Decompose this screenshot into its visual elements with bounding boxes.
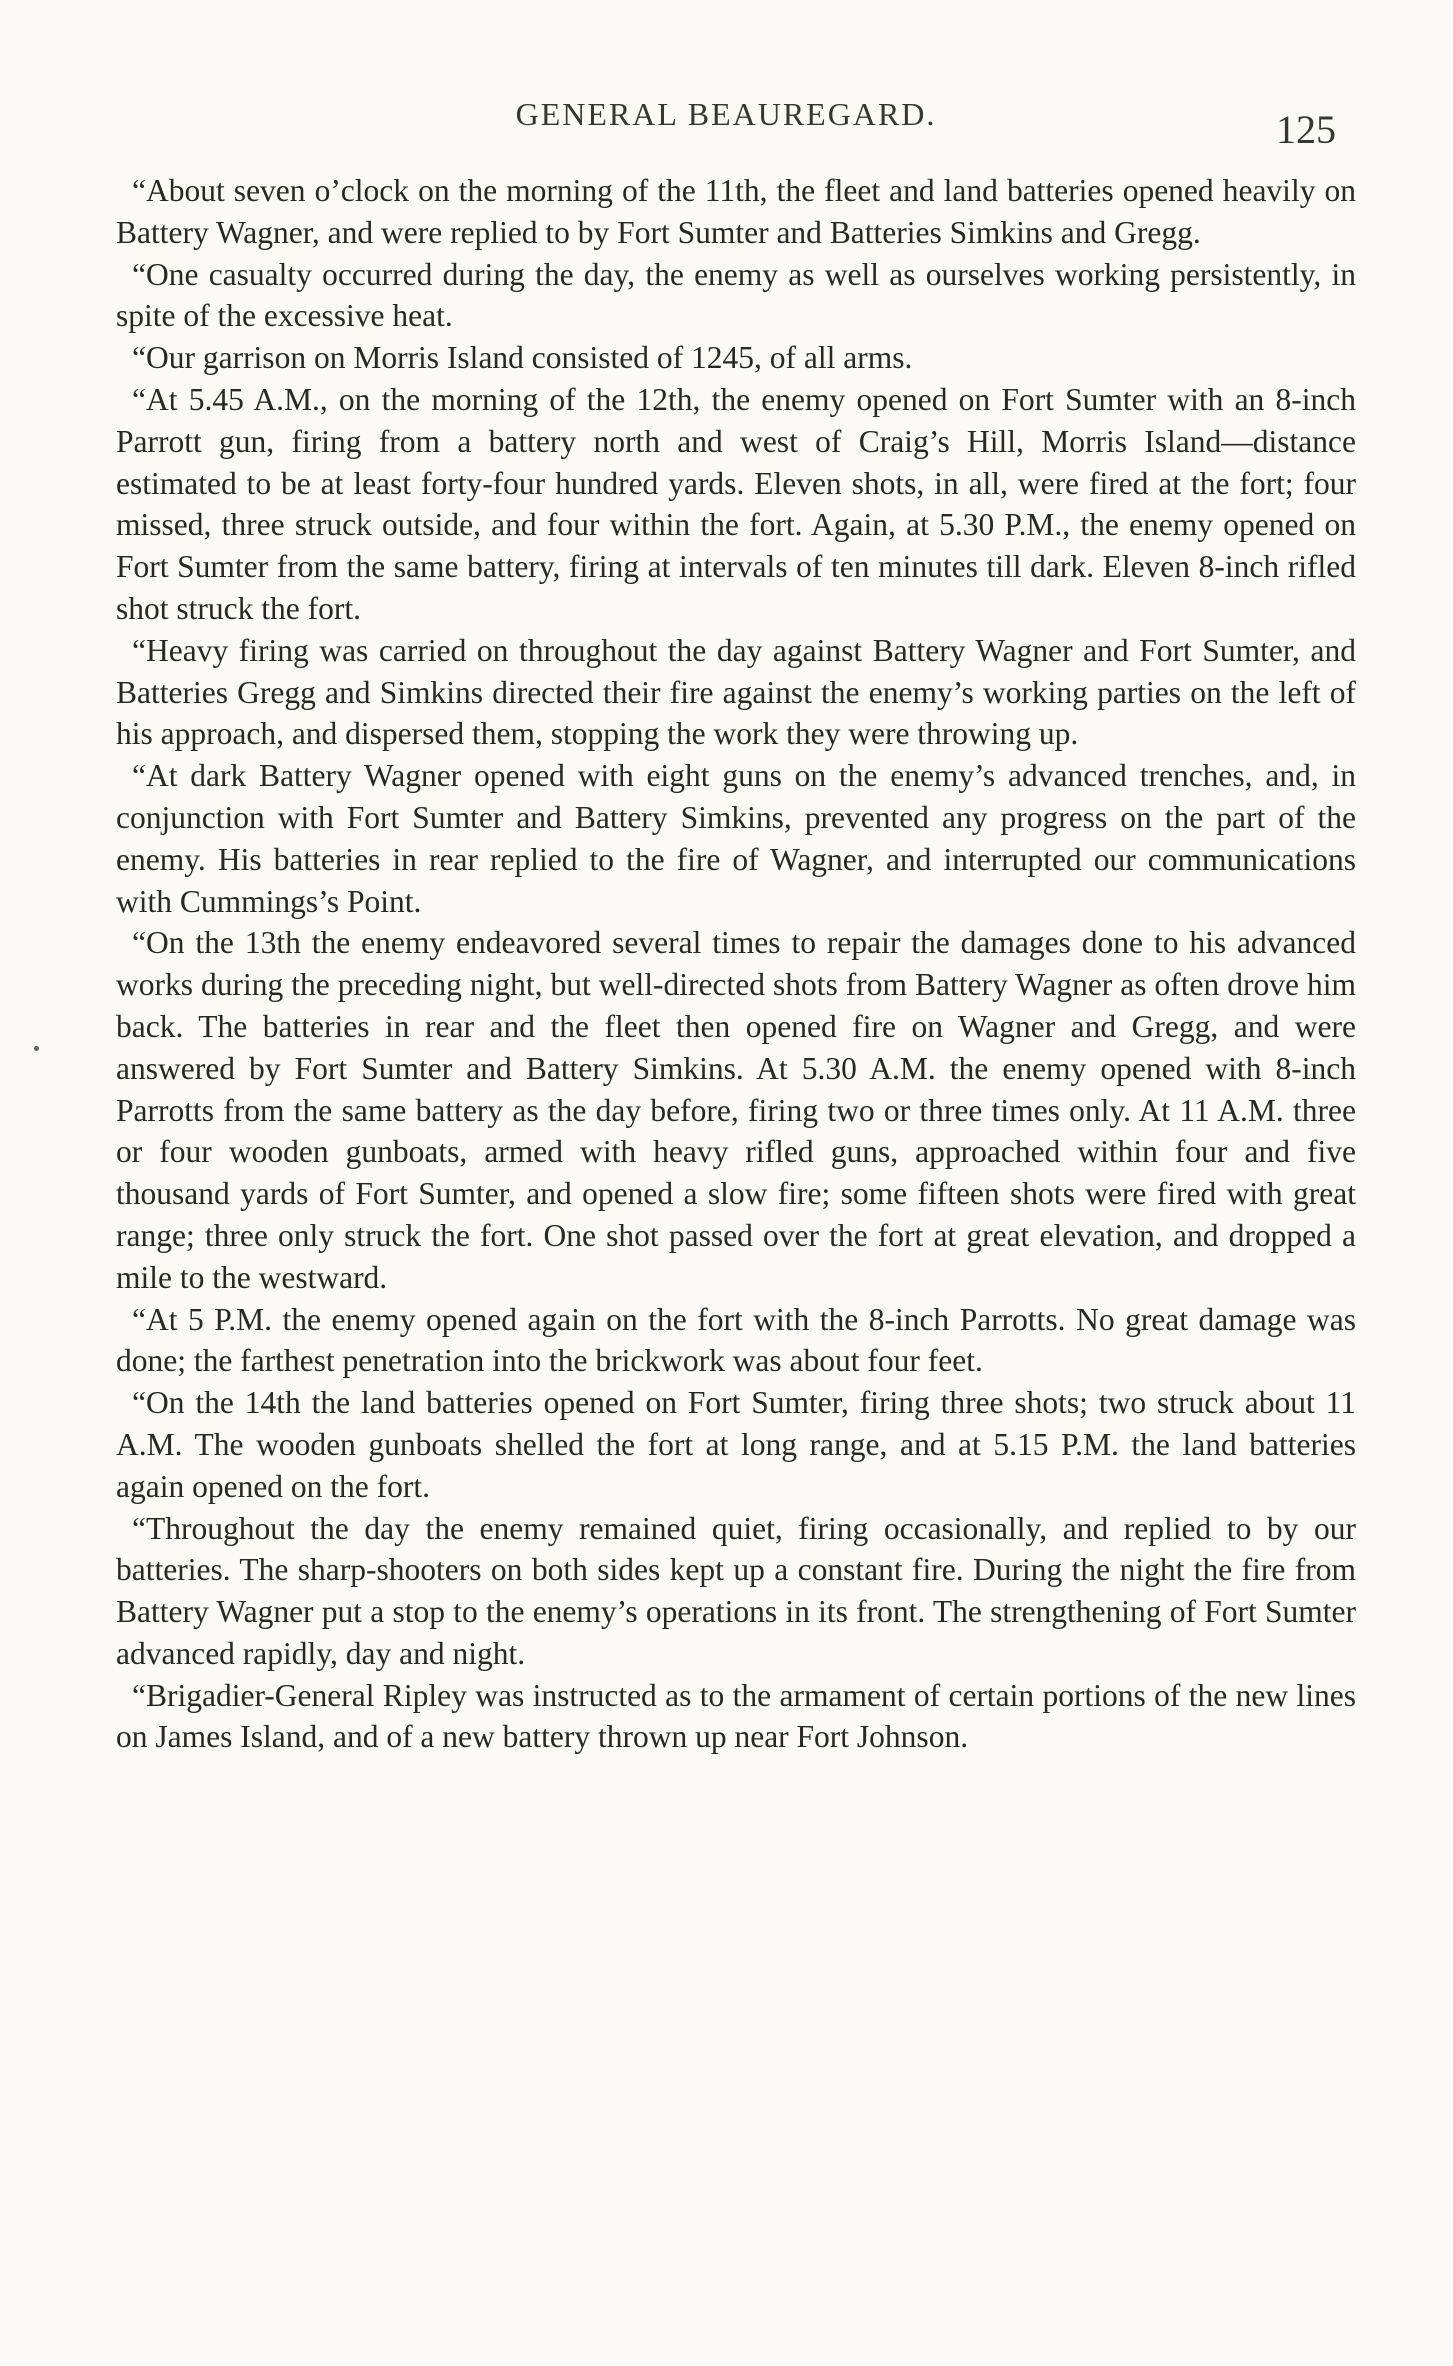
paragraph: “Throughout the day the enemy remained quiet, firing occasionally, and replied to by our batteries. The sharp-shooters on both sides kept up a constant fire. During the night the fire from Battery Wagner put a stop to the enemy’s operations in its front. The strengthening of Fort Sumter advanced rapidly, day and night.: [116, 1510, 1356, 1671]
paragraph: “At 5.45 A.M., on the morning of the 12th, the enemy opened on Fort Sumter with an 8-inch Parrott gun, firing from a battery north and west of Craig’s Hill, Morris Island—distance estimated to be at least forty-four hundred yards. Eleven shots, in all, were fired at the fort; four missed, three struck outside, and four within the fort. Again, at 5.30 P.M., the enemy opened on Fort Sumter from the same battery, firing at intervals of ten minutes till dark. Eleven 8-inch rifled shot struck the fort.: [116, 381, 1356, 626]
running-head-title: GENERAL BEAUREGARD.: [515, 96, 937, 132]
paragraph: “Brigadier-General Ripley was instructed as to the armament of certain portions of the new lines on James Island, and of a new battery thrown up near Fort Johnson.: [116, 1677, 1356, 1755]
body-text: [116, 170, 1356, 1758]
page-number: 125: [1276, 107, 1336, 152]
paragraph: “At dark Battery Wagner opened with eight guns on the enemy’s advanced trenches, and, in conjunction with Fort Sumter and Battery Simkins, prevented any progress on the part of the enemy. His batteries in rear replied to the fire of Wagner, and interrupted our communications with Cummings’s Point.: [116, 758, 1356, 919]
paragraph: “On the 14th the land batteries opened on Fort Sumter, firing three shots; two struck about 11 A.M. The wooden gunboats shelled the fort at long range, and at 5.15 P.M. the land batteries again opened on the fort.: [116, 1385, 1356, 1504]
paragraph: “One casualty occurred during the day, the enemy as well as ourselves working persistently, in spite of the excessive heat.: [116, 256, 1356, 334]
margin-dot: [34, 1046, 39, 1051]
paragraph: “At 5 P.M. the enemy opened again on the fort with the 8-inch Parrotts. No great damage was done; the farthest penetration into the brickwork was about four feet.: [116, 1301, 1356, 1379]
paragraph: “About seven o’clock on the morning of the 11th, the fleet and land batteries opened heavily on Battery Wagner, and were replied to by Fort Sumter and Batteries Simkins and Gregg.: [116, 173, 1356, 250]
paragraph: “Our garrison on Morris Island consisted of 1245, of all arms.: [132, 340, 913, 376]
paragraph: “Heavy firing was carried on throughout the day against Battery Wagner and Fort Sumter, and Batteries Gregg and Simkins directed their fire against the enemy’s working parties on the left of his approach, and dispersed them, stopping the work they were throwing up.: [116, 632, 1356, 752]
running-head: [116, 88, 1336, 152]
paragraph: “On the 13th the enemy endeavored several times to repair the damages done to his advanced works during the preceding night, but well-directed shots from Battery Wagner as often drove him back. The batteries in rear and the fleet then opened fire on Wagner and Gregg, and were answered by Fort Sumter and Battery Simkins. At 5.30 A.M. the enemy opened with 8-inch Parrotts from the same battery as the day before, firing two or three times only. At 11 A.M. three or four wooden gunboats, armed with heavy rifled guns, approached within four and five thousand yards of Fort Sumter, and opened a slow fire; some fifteen shots were fired with great range; three only struck the fort. One shot passed over the fort at great elevation, and dropped a mile to the westward.: [116, 925, 1356, 1295]
